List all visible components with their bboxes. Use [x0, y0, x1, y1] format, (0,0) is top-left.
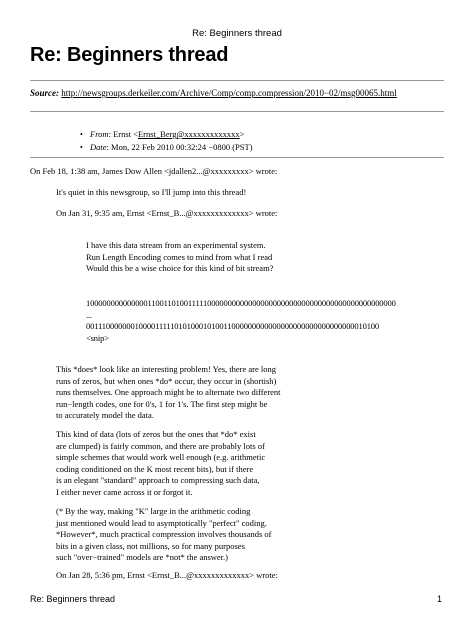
text-line: I have this data stream from an experimental system.: [86, 240, 266, 250]
footer-title: Re: Beginners thread: [30, 594, 116, 604]
message-headers: [80, 128, 253, 154]
text-line: run−length codes, one for 0's, 1 for 1's. The first step might be: [56, 398, 268, 409]
text-line: are clumped) is fairly common, and there are probably lots of: [56, 440, 265, 451]
text-line: runs themselves. One approach might be to alternate two different: [56, 387, 281, 398]
from-label: From: [90, 129, 109, 139]
bit-stream-line: 1000000000000001100110100111110000000000000000000000000000000000000000000000: [86, 298, 396, 308]
divider: [30, 80, 444, 81]
bullet-icon: •: [80, 130, 83, 139]
running-header: Re: Beginners thread: [192, 28, 282, 39]
source-label: Source:: [30, 88, 59, 98]
text-line: *However*, much practical compression involves thousands of: [56, 529, 272, 540]
bit-stream-ellipsis: ...: [86, 309, 92, 320]
from-close: >: [239, 129, 245, 139]
source-line: [30, 88, 397, 98]
text-line: bits in a given class, not millions, so for many purposes: [56, 540, 245, 551]
text-line: (* By the way, making "K" large in the arithmetic coding: [56, 506, 251, 516]
bit-stream-line: 001110000000100001111101010001010011000000000000000000000000000000010100: [86, 321, 379, 332]
reply-paragraph: [56, 429, 265, 499]
source-link[interactable]: http://newsgroups.derkeiler.com/Archive/Comp/comp.compression/2010−02/msg00065.html: [61, 88, 397, 98]
text-line: just mentioned would lead to asymptotically "perfect" coding.: [56, 517, 267, 528]
from-name: Ernst <: [113, 129, 138, 139]
date-value: Mon, 22 Feb 2010 00:32:24 −0800 (PST): [111, 142, 253, 152]
bit-stream-block: [86, 298, 396, 344]
attribution-line: On Jan 31, 9:35 am, Ernst <Ernst_B...@xxxxxxxxxxxxx> wrote:: [56, 208, 278, 218]
reply-paragraph: [56, 364, 281, 422]
text-line: I either never came across it or forgot it.: [56, 486, 193, 497]
page-number: 1: [437, 594, 443, 604]
divider: [30, 157, 444, 158]
text-line: simple schemes that would work well enough (e.g. arithmetic: [56, 452, 266, 463]
quote-line: It's quiet in this newsgroup, so I'll jump into this thread!: [56, 187, 247, 197]
text-line: is an elegant "standard" approach to compressing such data,: [56, 475, 260, 486]
snip-marker: <snip>: [86, 332, 109, 343]
page-title: Re: Beginners thread: [30, 44, 229, 66]
text-line: coding conditioned on the K most recent bits), but if there: [56, 463, 254, 474]
text-line: This *does* look like an interesting problem! Yes, there are long: [56, 364, 277, 374]
date-label: Date: [90, 142, 107, 152]
bullet-icon: •: [80, 143, 83, 152]
attribution-line: On Jan 28, 5:36 pm, Ernst <Ernst_B...@xxxxxxxxxxxxx> wrote:: [56, 570, 278, 580]
text-line: such "over−trained" models are *not* the answer.): [56, 552, 229, 563]
quote-paragraph: [86, 240, 273, 275]
divider: [30, 111, 444, 112]
attribution-line: On Feb 18, 1:38 am, James Dow Allen <jdallen2...@xxxxxxxxx> wrote:: [30, 166, 278, 176]
text-line: Run Length Encoding comes to mind from what I read: [86, 251, 273, 262]
text-line: This kind of data (lots of zeros but the ones that *do* exist: [56, 429, 256, 439]
from-header: • From: Ernst <Ernst_Berg@xxxxxxxxxxxxx>: [80, 129, 245, 139]
reply-paragraph: [56, 506, 272, 564]
from-email-link[interactable]: Ernst_Berg@xxxxxxxxxxxxx: [137, 129, 240, 139]
text-line: Would this be a wise choice for this kind of bit stream?: [86, 263, 274, 274]
text-line: runs of zeros, but when ones *do* occur, they occur in (shortish): [56, 375, 277, 386]
date-header: • Date: Mon, 22 Feb 2010 00:32:24 −0800 (PST): [80, 142, 253, 152]
text-line: to accurately model the data.: [56, 410, 154, 421]
